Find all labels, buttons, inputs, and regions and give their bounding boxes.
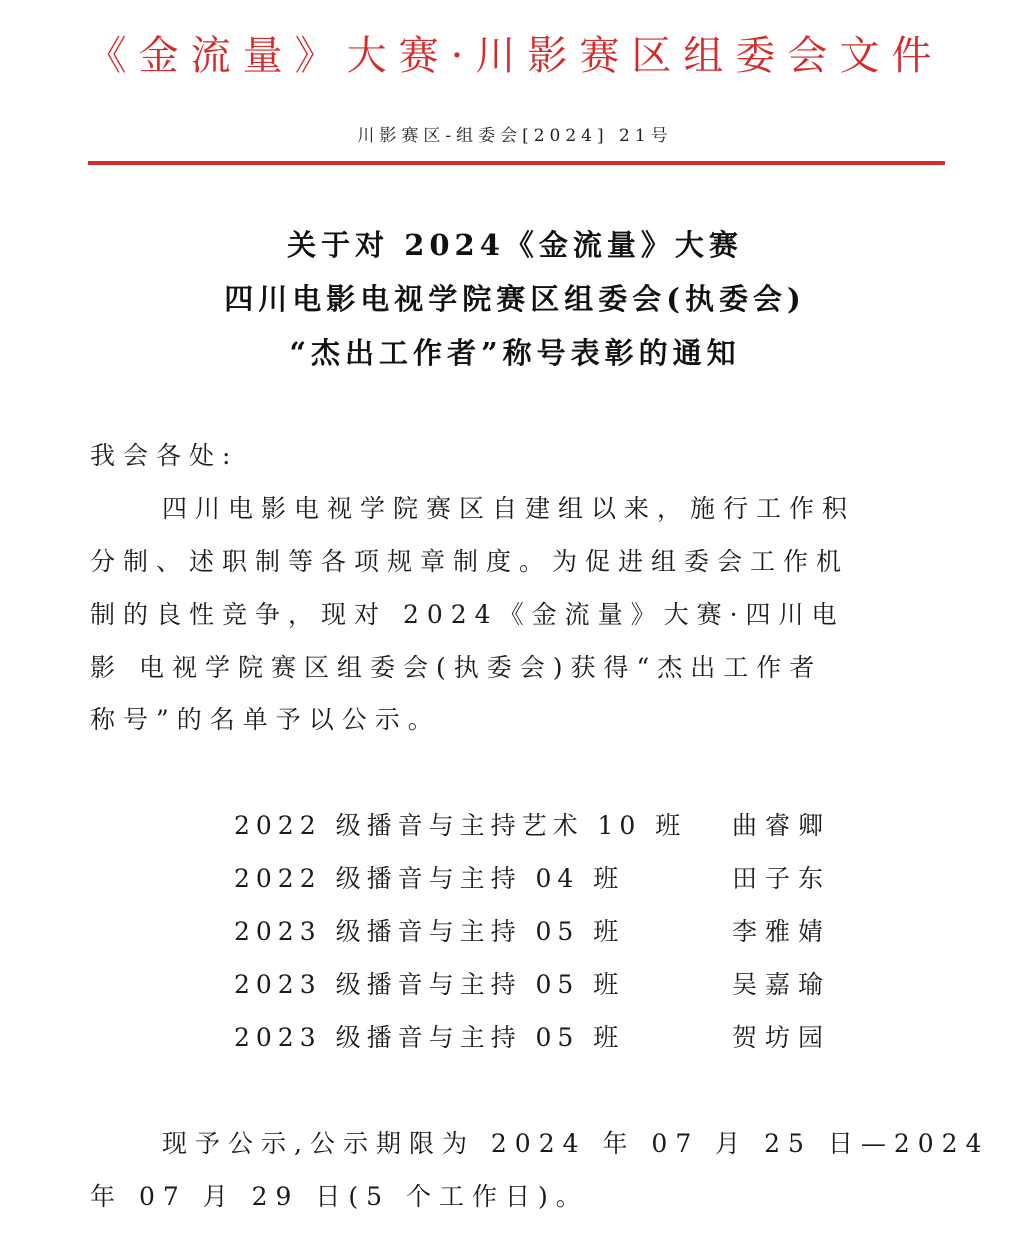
awardee-name: 贺坊园 bbox=[732, 1023, 832, 1052]
paragraph-2-line-1: 现予公示,公示期限为 2024 年 07 月 25 日—2024 bbox=[162, 1129, 990, 1158]
paragraph-1-line-1: 四川电影电视学院赛区自建组以来，施行工作积 bbox=[162, 494, 856, 523]
paragraph-1-line-2: 分制、述职制等各项规章制度。为促进组委会工作机 bbox=[90, 547, 850, 576]
document-header-title: 《金流量》大赛·川影赛区组委会文件 bbox=[86, 33, 944, 79]
header-red-divider bbox=[88, 161, 945, 165]
awardee-class: 2023 级播音与主持 05 班 bbox=[234, 1023, 625, 1052]
paragraph-1-line-3: 制的良性竞争，现对 2024《金流量》大赛·四川电 bbox=[90, 600, 845, 629]
paragraph-2-line-2: 年 07 月 29 日(5 个工作日)。 bbox=[90, 1182, 589, 1211]
salutation: 我会各处: bbox=[90, 441, 239, 470]
awardee-class: 2023 级播音与主持 05 班 bbox=[234, 917, 625, 946]
notice-title-line-2: 四川电影电视学院赛区组委会(执委会) bbox=[224, 282, 806, 316]
awardee-name: 曲睿卿 bbox=[732, 811, 832, 840]
awardee-name: 李雅婧 bbox=[732, 917, 832, 946]
awardee-class: 2022 级播音与主持艺术 10 班 bbox=[234, 811, 687, 840]
awardee-name: 吴嘉瑜 bbox=[732, 970, 832, 999]
document-number: 川影赛区-组委会[2024] 21号 bbox=[357, 126, 673, 146]
awardee-name: 田子东 bbox=[732, 864, 832, 893]
paragraph-1-line-5: 称号”的名单予以公示。 bbox=[90, 705, 441, 734]
notice-title-line-3: “杰出工作者”称号表彰的通知 bbox=[289, 336, 741, 370]
awardee-class: 2022 级播音与主持 04 班 bbox=[234, 864, 625, 893]
paragraph-1-line-4: 影 电视学院赛区组委会(执委会)获得“杰出工作者 bbox=[90, 653, 823, 682]
notice-title-line-1: 关于对 2024《金流量》大赛 bbox=[287, 228, 743, 262]
notice-title bbox=[0, 218, 1030, 380]
awardee-class: 2023 级播音与主持 05 班 bbox=[234, 970, 625, 999]
